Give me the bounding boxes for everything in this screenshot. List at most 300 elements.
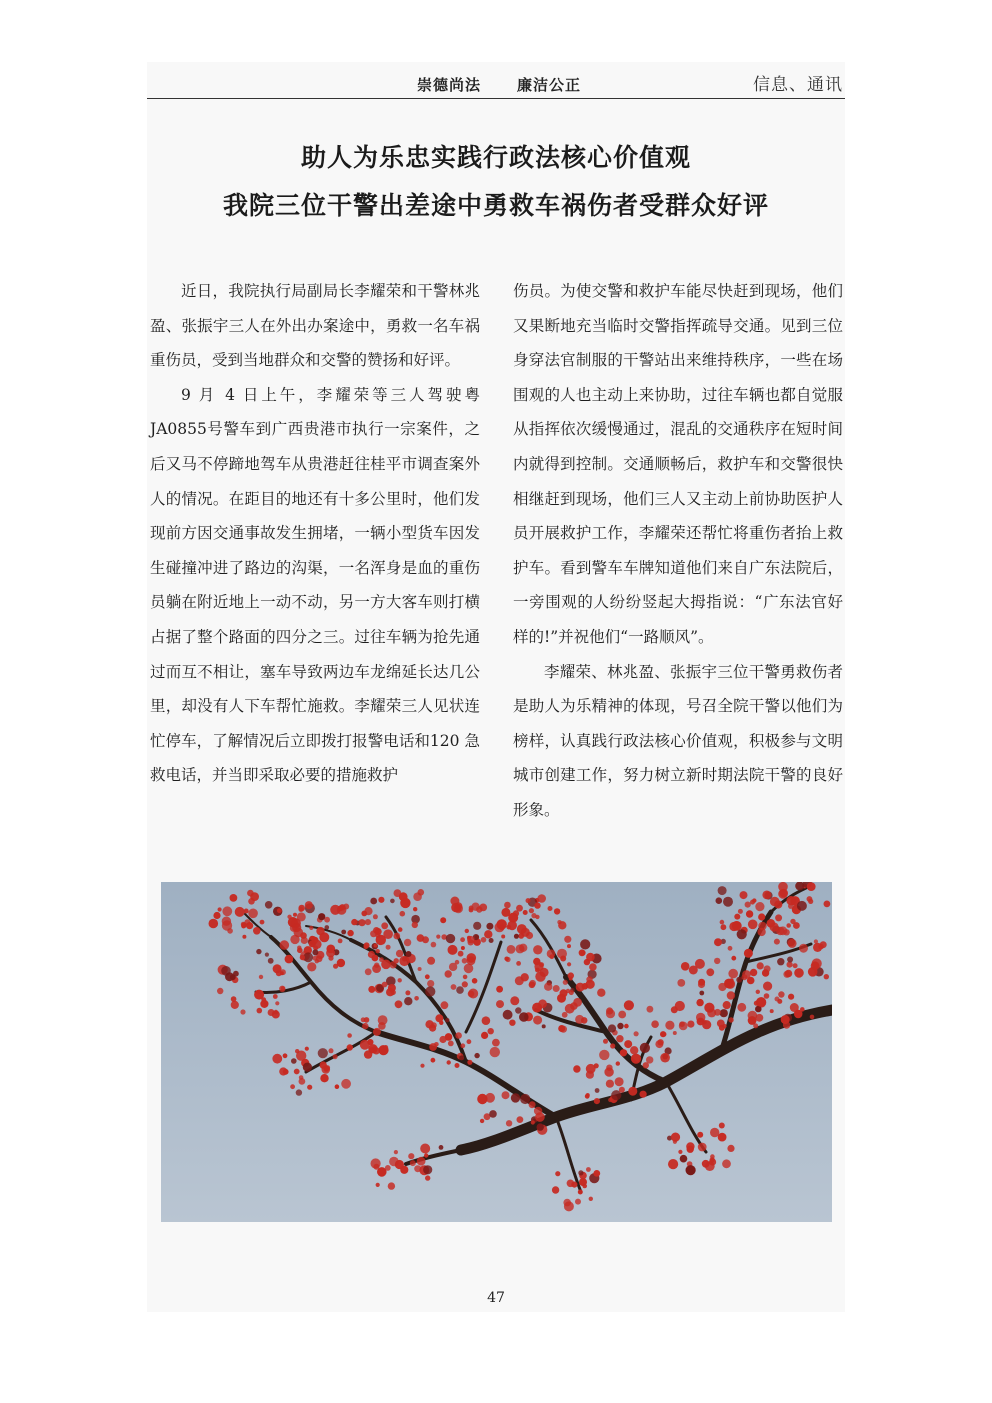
blossom [529,1101,536,1108]
blossom [445,970,452,977]
blossom [594,1098,600,1104]
blossom [448,1041,454,1047]
blossom [373,927,380,934]
blossom [496,1000,504,1008]
blossom [808,899,813,904]
blossom [370,898,377,905]
blossom [573,1065,580,1072]
blossom [716,897,723,904]
blossom [777,999,782,1004]
blossom [812,958,822,968]
blossom [698,979,705,986]
blossom [544,983,552,991]
blossom [347,1044,353,1050]
blossom [383,1045,388,1050]
blossom [429,1025,436,1032]
blossom [548,906,553,911]
blossom [731,956,736,961]
blossom [296,1089,302,1095]
motto-2: 廉洁公正 [517,76,582,94]
blossom [374,944,378,948]
blossom [573,998,582,1007]
blossom [222,906,232,916]
blossom [456,986,464,994]
blossom [396,950,403,957]
blossom [230,974,236,980]
blossom [472,978,478,984]
blossom [794,1010,803,1019]
blossom [467,1060,472,1065]
blossom [775,914,782,921]
blossom [489,938,494,943]
blossom [579,1178,587,1186]
blossom [679,1021,685,1027]
blossom [398,978,402,982]
blossom [578,1190,583,1195]
running-header [147,70,845,98]
blossom [388,1182,395,1189]
blossom [651,1020,659,1028]
blossom [747,977,755,985]
blossom [774,939,780,945]
blossom [382,982,388,988]
blossom [786,896,795,905]
blossom [535,1112,545,1122]
blossom [368,986,375,993]
blossom [394,958,399,963]
blossom [719,1123,725,1129]
blossom [778,882,788,892]
blossom [660,1053,670,1063]
blossom [762,891,771,900]
blossom [376,1183,380,1187]
blossom [373,914,378,919]
blossom [595,1088,600,1093]
blossom [778,991,784,997]
blossom [467,956,476,965]
blossom [451,984,457,990]
blossom [697,1132,703,1138]
blossom [473,922,481,930]
blossom [467,936,474,943]
blossom [578,1170,583,1175]
blossom [509,1020,515,1026]
blossom [553,985,560,992]
blossom [338,939,343,944]
blossom [807,882,816,891]
blossom [673,1031,677,1035]
blossom [405,990,410,995]
blossom [677,979,685,987]
blossom [740,891,748,899]
blossom [606,1080,614,1088]
blossom [455,960,460,965]
blossom [394,1150,398,1154]
blossom [358,919,365,926]
blossom [728,1017,733,1022]
blossom [569,990,574,995]
blossom [420,1144,430,1154]
blossom [378,1022,386,1030]
blossom [436,935,440,939]
article-column-right [513,274,843,828]
blossom [501,935,505,939]
blossom [519,1012,529,1022]
blossom [647,1006,654,1013]
blossom [486,923,493,930]
blossom [247,890,254,897]
blossom [569,977,573,981]
blossom [504,902,511,909]
blossom [520,1094,530,1104]
blossom [265,953,269,957]
blossom [325,925,330,930]
blossom [532,1003,542,1013]
blossom [460,1043,465,1048]
blossom [474,1053,479,1058]
blossom [680,1155,688,1163]
blossom [389,1157,399,1167]
blossom [616,1035,623,1042]
blossom [810,1015,815,1020]
blossom [276,970,282,976]
blossom [531,1120,535,1124]
blossom [510,996,519,1005]
blossom [418,967,422,971]
kapok-blossom-photo [161,882,832,1222]
blossom [241,924,246,929]
blossom [371,1158,381,1168]
paragraph-2-continued: 伤员。为使交警和救护车能尽快赶到现场，他们又果断地充当临时交警指挥疏导交通。见到三位身穿法官制服的干警站出来维持秩序，一些在场围观的人也主动上来协助，过往车辆也都自觉服从指挥依次缓慢通过，混乱的交通秩序在短时间内就得到控制。交通顺畅后，救护车和交警很快相继赶到现场，他们三人又主动上前协助医护人员开展救护工作，李耀荣还帮忙将重伤者抬上救护车。看到警车车牌知道他们来自广东法院后，一旁围观的人纷纷竖起大拇指说：“广东法官好样的!”并祝他们“一路顺风”。 [513,282,843,646]
blossom [534,962,543,971]
blossom [776,927,784,935]
blossom [616,1061,620,1065]
blossom [727,1145,734,1152]
blossom [757,928,765,936]
blossom [523,910,528,915]
blossom [787,957,793,963]
blossom [312,949,318,955]
blossom [257,1008,263,1014]
blossom [448,945,458,955]
blossom [367,1039,373,1045]
blossom [586,1167,591,1172]
blossom [687,1146,694,1153]
blossom [230,894,238,902]
blossom [516,961,521,966]
blossom [610,1043,615,1048]
blossom [377,1167,387,1177]
blossom [399,892,408,901]
blossom [503,1010,513,1020]
blossom [414,1165,421,1172]
blossom [455,1032,462,1039]
blossom [770,897,780,907]
blossom [720,1009,728,1017]
blossom [280,940,290,950]
blossom [274,1010,279,1015]
blossom [469,908,474,913]
blossom [242,935,246,939]
blossom [287,915,291,919]
blossom [581,1017,588,1024]
blossom [261,997,266,1002]
blossom [756,990,760,994]
blossom [417,1157,426,1166]
blossom [696,999,703,1006]
blossom [824,901,831,908]
blossom [222,917,231,926]
blossom [511,1093,520,1102]
blossom [589,963,597,971]
blossom [318,1048,328,1058]
blossom [440,917,446,923]
blossom [748,1011,758,1021]
blossom [624,1024,629,1029]
blossom [586,1064,596,1074]
blossom [521,973,529,981]
blossom [506,1120,512,1126]
blossom [488,1028,494,1034]
blossom [248,898,255,905]
blossom [606,1009,615,1018]
blossom [531,913,536,918]
blossom [514,934,519,939]
blossom [737,1003,746,1012]
blossom [364,907,372,915]
blossom [560,956,566,962]
blossom [425,1175,430,1180]
blossom [557,994,566,1003]
blossom [793,922,800,929]
blossom [309,926,313,930]
paragraph-3: 李耀荣、林兆盈、张振宇三位干警勇救伤者是助人为乐精神的体现，号召全院干警以他们为榜样，认真践行政法核心价值观，积极参与文明城市创建工作，努力树立新时期法院干警的良好形象。 [513,662,843,819]
blossom [253,927,261,935]
blossom [763,982,772,991]
blossom [320,1074,328,1082]
blossom [624,1040,632,1048]
blossom [681,962,690,971]
blossom [455,1063,460,1068]
blossom [248,909,258,919]
blossom [603,1039,608,1044]
blossom [824,974,829,979]
blossom [388,984,396,992]
blossom [714,938,722,946]
blossom [770,1009,774,1013]
blossom [467,1039,472,1044]
blossom [490,1047,500,1057]
blossom [460,937,465,942]
blossom [404,939,411,946]
blossom [329,1048,334,1053]
blossom [624,1000,634,1010]
blossom [631,1054,641,1064]
blossom [563,980,568,985]
paragraph-1: 近日，我院执行局副局长李耀荣和干警林兆盈、张振宇三人在外出办案途中，勇救一名车祸重伤员，受到当地群众和交警的赞扬和好评。 [150,282,480,370]
header-rule [147,98,845,99]
blossom [256,949,261,954]
blossom [533,945,542,954]
blossom [575,1199,581,1205]
blossom [558,921,566,929]
blossom [376,935,386,945]
blossom [291,1058,297,1064]
blossom [307,962,316,971]
blossom [290,1084,295,1089]
blossom [221,966,231,976]
blossom [462,981,468,987]
blossom [665,1021,674,1030]
blossom [678,1150,682,1154]
blossom [362,1023,368,1029]
blossom [410,1160,416,1166]
blossom [599,1050,609,1060]
blossom [758,913,765,920]
blossom [283,1053,288,1058]
blossom [277,908,282,913]
blossom [728,946,733,951]
blossom [305,901,313,909]
blossom [655,1040,663,1048]
blossom [628,1087,637,1096]
blossom [316,927,324,935]
blossom [489,1110,497,1118]
blossom [762,969,769,976]
blossom [698,1143,707,1152]
blossom [517,924,527,934]
blossom [429,1043,437,1051]
blossom [620,1049,627,1056]
blossom [608,1024,616,1032]
blossom [231,1001,239,1009]
blossom [593,1170,600,1177]
blossom [686,1165,696,1175]
blossom [482,1016,491,1025]
blossom [506,925,511,930]
blossom [660,1031,666,1037]
blossom [695,959,705,969]
blossom [297,946,301,950]
blossom [736,977,742,983]
blossom [585,1094,590,1099]
blossom [285,955,294,964]
blossom [714,958,720,964]
blossom [318,913,325,920]
blossom [265,901,273,909]
blossom [413,907,417,911]
blossom [604,1067,613,1076]
blossom [634,1031,639,1036]
blossom [275,1001,279,1005]
blossom [756,997,766,1007]
blossom [547,949,556,958]
blossom [529,908,534,913]
blossom [468,989,478,999]
blossom [408,1153,414,1159]
blossom [303,1063,312,1072]
blossom-branch-illustration [161,882,832,1222]
blossom [564,936,571,943]
blossom [400,1166,408,1174]
blossom [347,1033,352,1038]
blossom [643,1062,649,1068]
page-number: 47 [487,1290,505,1306]
blossom [788,994,794,1000]
blossom [335,1084,340,1089]
blossom [296,1051,306,1061]
blossom [555,1171,560,1176]
blossom [361,1017,366,1022]
blossom [393,933,400,940]
blossom [586,980,595,989]
blossom [300,955,305,960]
blossom [697,1018,705,1026]
blossom [441,1001,449,1009]
blossom [710,1157,715,1162]
blossom [537,1123,544,1130]
blossom [227,928,233,934]
blossom [231,996,237,1002]
blossom [757,962,764,969]
blossom [738,909,743,914]
blossom [337,959,345,967]
blossom [516,905,523,912]
blossom [373,1047,380,1054]
blossom [364,1050,372,1058]
blossom [260,920,265,925]
blossom [259,975,263,979]
blossom [533,1016,542,1025]
blossom [618,1011,626,1019]
blossom [279,986,285,992]
blossom [564,1201,574,1211]
blossom [372,964,381,973]
blossom [209,919,219,929]
blossom [745,902,751,908]
blossom [481,937,487,943]
blossom [425,986,435,996]
blossom [386,945,391,950]
blossom [279,1067,287,1075]
blossom [727,991,735,999]
article-title-line-1: 助人为乐忠实践行政法核心价值观 [300,143,691,172]
blossom [272,1054,282,1064]
blossom [218,907,222,911]
blossom [462,958,468,964]
blossom [431,942,437,948]
blossom [368,951,375,958]
blossom [542,1024,546,1028]
blossom [297,912,306,921]
blossom [305,1047,309,1051]
blossom [723,897,733,907]
blossom [508,913,518,923]
blossom [794,968,804,978]
blossom [793,963,798,968]
blossom [481,1032,488,1039]
blossom [445,1018,449,1022]
blossom [431,1058,436,1063]
blossom [537,894,546,903]
blossom [424,1153,428,1157]
blossom [777,958,784,965]
blossom [341,930,346,935]
blossom [439,1036,446,1043]
blossom [746,910,753,917]
blossom [687,1021,694,1028]
blossom [364,942,370,948]
